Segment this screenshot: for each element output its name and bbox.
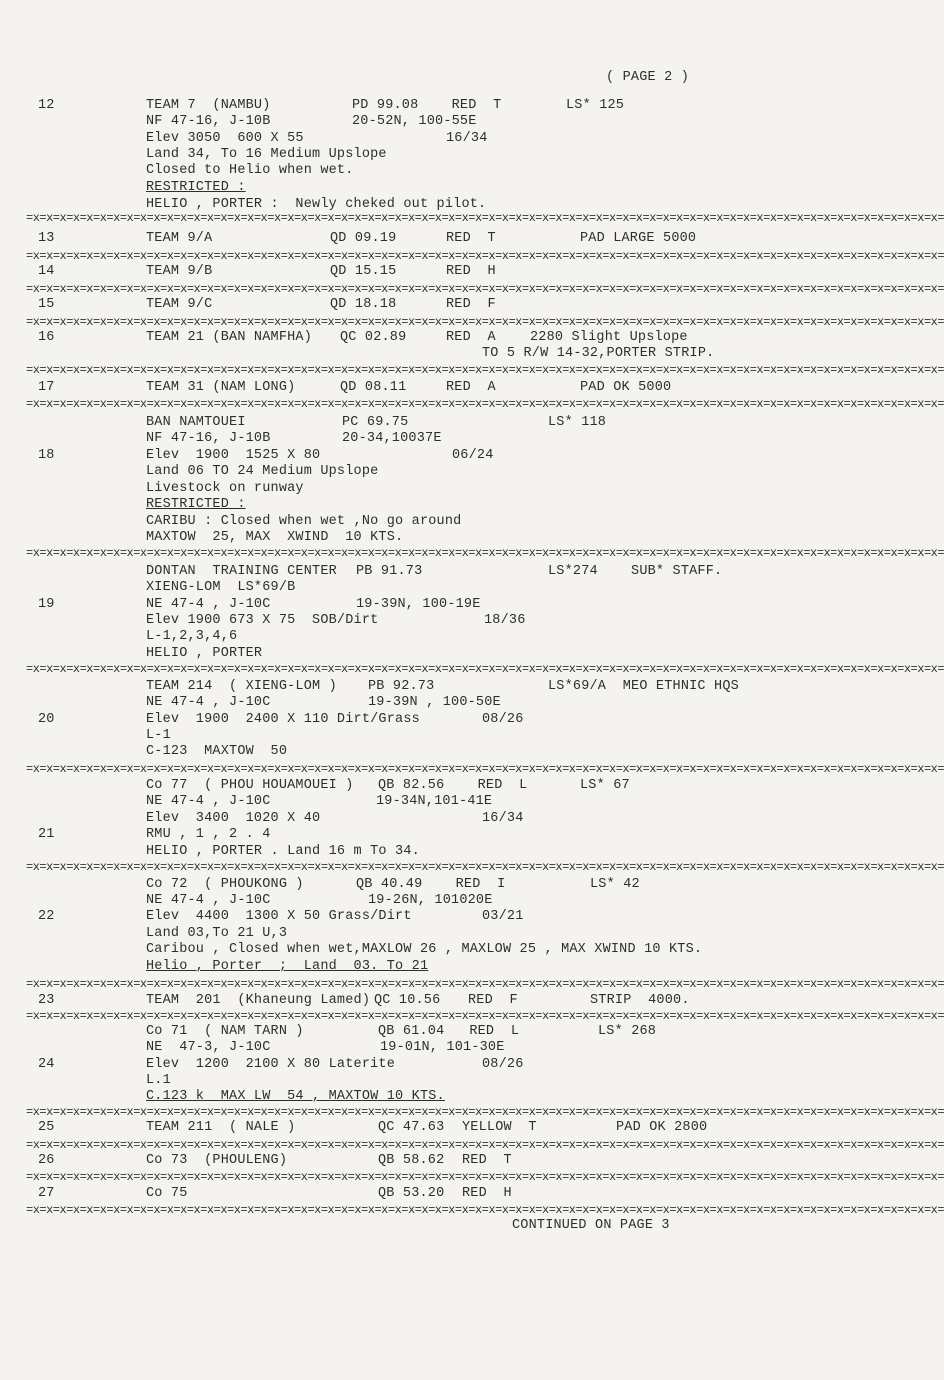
- entry-number: 14: [38, 264, 55, 279]
- entry-note: 2280 Slight Upslope: [530, 330, 688, 345]
- entry-runway: 08/26: [482, 1057, 524, 1072]
- continued-footer: CONTINUED ON PAGE 3: [512, 1218, 670, 1233]
- entry-status: YELLOW T: [462, 1120, 537, 1135]
- entry-coords: PB 91.73: [356, 564, 423, 579]
- entry-grid: QC 47.63: [378, 1120, 445, 1135]
- separator: =x=x=x=x=x=x=x=x=x=x=x=x=x=x=x=x=x=x=x=x=x=x=x=x=x=x=x=x=x=x=x=x=x=x=x=x=x=x=x=x=x=x=x=x=x=x=x=x=x=x=x=x=x=x=x=x=x=x=x=x=x=x=x=x=x=x=x=x=: [26, 363, 944, 377]
- entry-ls: LS* 125: [566, 98, 625, 113]
- entry-coords: 19-39N, 100-19E: [356, 597, 481, 612]
- entry-line: NE 47-3, J-10C: [146, 1040, 271, 1055]
- entry-line: HELIO , PORTER . Land 16 m To 34.: [146, 844, 420, 859]
- entry-number: 15: [38, 297, 55, 312]
- entry-line: BAN NAMTOUEI: [146, 415, 246, 430]
- entry-number: 23: [38, 993, 55, 1008]
- entry-coords: 19-39N , 100-50E: [368, 695, 501, 710]
- entry-name: TEAM 211 ( NALE ): [146, 1120, 296, 1135]
- entry-runway: 08/26: [482, 712, 524, 727]
- entry-number: 25: [38, 1120, 55, 1135]
- entry-line: TEAM 7 (NAMBU): [146, 98, 271, 113]
- entry-line: NE 47-4 , J-10C: [146, 893, 271, 908]
- entry-number: 16: [38, 330, 55, 345]
- entry-number: 19: [38, 597, 55, 612]
- entry-status: RED F: [468, 993, 518, 1008]
- entry-line: L.1: [146, 1073, 171, 1088]
- separator: =x=x=x=x=x=x=x=x=x=x=x=x=x=x=x=x=x=x=x=x=x=x=x=x=x=x=x=x=x=x=x=x=x=x=x=x=x=x=x=x=x=x=x=x=x=x=x=x=x=x=x=x=x=x=x=x=x=x=x=x=x=x=x=x=x=x=x=x=: [26, 249, 944, 263]
- separator: =x=x=x=x=x=x=x=x=x=x=x=x=x=x=x=x=x=x=x=x=x=x=x=x=x=x=x=x=x=x=x=x=x=x=x=x=x=x=x=x=x=x=x=x=x=x=x=x=x=x=x=x=x=x=x=x=x=x=x=x=x=x=x=x=x=x=x=x=: [26, 1105, 944, 1119]
- entry-line: Caribou , Closed when wet,MAXLOW 26 , MAXLOW 25 , MAX XWIND 10 KTS.: [146, 942, 703, 957]
- entry-number: 18: [38, 448, 55, 463]
- entry-line: Land 06 TO 24 Medium Upslope: [146, 464, 379, 479]
- entry-status: RED T: [462, 1153, 512, 1168]
- entry-line: Elev 3050 600 X 55: [146, 131, 304, 146]
- entry-name: TEAM 201 (Khaneung Lamed): [146, 993, 371, 1008]
- entry-grid: QD 09.19: [330, 231, 397, 246]
- entry-number: 22: [38, 909, 55, 924]
- entry-line: Elev 1900 2400 X 110 Dirt/Grass: [146, 712, 420, 727]
- entry-runway: 06/24: [452, 448, 494, 463]
- entry-line: Co 77 ( PHOU HOUAMOUEI ): [146, 778, 354, 793]
- entry-number: 20: [38, 712, 55, 727]
- entry-coords: 20-52N, 100-55E: [352, 114, 477, 129]
- entry-line: L-1: [146, 728, 171, 743]
- entry-name: TEAM 9/B: [146, 264, 213, 279]
- entry-ls: LS* 67: [580, 778, 630, 793]
- entry-coords: 19-01N, 101-30E: [380, 1040, 505, 1055]
- entry-line: NE 47-4 , J-10C: [146, 695, 271, 710]
- entry-coords: PC 69.75: [342, 415, 409, 430]
- entry-line: NF 47-16, J-10B: [146, 114, 271, 129]
- entry-note: PAD OK 5000: [580, 380, 672, 395]
- page-label: ( PAGE 2 ): [606, 70, 690, 85]
- restricted-label: RESTRICTED :: [146, 497, 246, 512]
- entry-line: Co 71 ( NAM TARN ): [146, 1024, 304, 1039]
- entry-coords: PD 99.08 RED T: [352, 98, 502, 113]
- entry-runway: 03/21: [482, 909, 524, 924]
- entry-grid: QB 53.20: [378, 1186, 445, 1201]
- entry-line: TEAM 214 ( XIENG-LOM ): [146, 679, 337, 694]
- entry-name: TEAM 31 (NAM LONG): [146, 380, 296, 395]
- entry-coords: PB 92.73: [368, 679, 435, 694]
- entry-note: TO 5 R/W 14-32,PORTER STRIP.: [482, 346, 715, 361]
- entry-line: Elev 4400 1300 X 50 Grass/Dirt: [146, 909, 412, 924]
- separator: =x=x=x=x=x=x=x=x=x=x=x=x=x=x=x=x=x=x=x=x=x=x=x=x=x=x=x=x=x=x=x=x=x=x=x=x=x=x=x=x=x=x=x=x=x=x=x=x=x=x=x=x=x=x=x=x=x=x=x=x=x=x=x=x=x=x=x=x=: [26, 1203, 944, 1217]
- entry-number: 26: [38, 1153, 55, 1168]
- entry-ls: LS* 118: [548, 415, 607, 430]
- entry-grid: QC 02.89: [340, 330, 407, 345]
- entry-runway: 18/36: [484, 613, 526, 628]
- entry-coords: 20-34,10037E: [342, 431, 442, 446]
- entry-ls: LS* 42: [590, 877, 640, 892]
- entry-note: PAD LARGE 5000: [580, 231, 697, 246]
- entry-grid: QD 08.11: [340, 380, 407, 395]
- entry-coords: QB 40.49 RED I: [356, 877, 506, 892]
- entry-number: 17: [38, 380, 55, 395]
- entry-status: RED H: [446, 264, 496, 279]
- entry-line: NE 47-4 , J-10C: [146, 597, 271, 612]
- entry-line: Elev 1900 1525 X 80: [146, 448, 321, 463]
- entry-coords: QB 61.04 RED L: [378, 1024, 520, 1039]
- entry-line: MAXTOW 25, MAX XWIND 10 KTS.: [146, 530, 404, 545]
- entry-ls: LS*69/A MEO ETHNIC HQS: [548, 679, 739, 694]
- separator: =x=x=x=x=x=x=x=x=x=x=x=x=x=x=x=x=x=x=x=x=x=x=x=x=x=x=x=x=x=x=x=x=x=x=x=x=x=x=x=x=x=x=x=x=x=x=x=x=x=x=x=x=x=x=x=x=x=x=x=x=x=x=x=x=x=x=x=x=: [26, 1009, 944, 1023]
- entry-runway: 16/34: [482, 811, 524, 826]
- entry-status: RED F: [446, 297, 496, 312]
- entry-ls: LS*274 SUB* STAFF.: [548, 564, 723, 579]
- separator: =x=x=x=x=x=x=x=x=x=x=x=x=x=x=x=x=x=x=x=x=x=x=x=x=x=x=x=x=x=x=x=x=x=x=x=x=x=x=x=x=x=x=x=x=x=x=x=x=x=x=x=x=x=x=x=x=x=x=x=x=x=x=x=x=x=x=x=x=: [26, 860, 944, 874]
- entry-ls: LS* 268: [598, 1024, 657, 1039]
- entry-grid: QB 58.62: [378, 1153, 445, 1168]
- separator: =x=x=x=x=x=x=x=x=x=x=x=x=x=x=x=x=x=x=x=x=x=x=x=x=x=x=x=x=x=x=x=x=x=x=x=x=x=x=x=x=x=x=x=x=x=x=x=x=x=x=x=x=x=x=x=x=x=x=x=x=x=x=x=x=x=x=x=x=: [26, 762, 944, 776]
- separator: =x=x=x=x=x=x=x=x=x=x=x=x=x=x=x=x=x=x=x=x=x=x=x=x=x=x=x=x=x=x=x=x=x=x=x=x=x=x=x=x=x=x=x=x=x=x=x=x=x=x=x=x=x=x=x=x=x=x=x=x=x=x=x=x=x=x=x=x=: [26, 315, 944, 329]
- entry-note: PAD OK 2800: [616, 1120, 708, 1135]
- entry-name: TEAM 9/C: [146, 297, 213, 312]
- entry-line: Livestock on runway: [146, 481, 304, 496]
- entry-number: 13: [38, 231, 55, 246]
- separator: =x=x=x=x=x=x=x=x=x=x=x=x=x=x=x=x=x=x=x=x=x=x=x=x=x=x=x=x=x=x=x=x=x=x=x=x=x=x=x=x=x=x=x=x=x=x=x=x=x=x=x=x=x=x=x=x=x=x=x=x=x=x=x=x=x=x=x=x=: [26, 1170, 944, 1184]
- entry-line: HELIO , PORTER : Newly cheked out pilot.: [146, 197, 487, 212]
- entry-number: 27: [38, 1186, 55, 1201]
- entry-name: Co 73 (PHOULENG): [146, 1153, 288, 1168]
- entry-line: Elev 1900 673 X 75 SOB/Dirt: [146, 613, 379, 628]
- entry-line: HELIO , PORTER: [146, 646, 263, 661]
- entry-name: Co 75: [146, 1186, 188, 1201]
- entry-line: NF 47-16, J-10B: [146, 431, 271, 446]
- entry-line: C.123 k MAX LW 54 , MAXTOW 10 KTS.: [146, 1089, 445, 1104]
- separator: =x=x=x=x=x=x=x=x=x=x=x=x=x=x=x=x=x=x=x=x=x=x=x=x=x=x=x=x=x=x=x=x=x=x=x=x=x=x=x=x=x=x=x=x=x=x=x=x=x=x=x=x=x=x=x=x=x=x=x=x=x=x=x=x=x=x=x=x=: [26, 1138, 944, 1152]
- entry-line: Co 72 ( PHOUKONG ): [146, 877, 304, 892]
- entry-line: DONTAN TRAINING CENTER: [146, 564, 337, 579]
- entry-line: C-123 MAXTOW 50: [146, 744, 288, 759]
- separator: =x=x=x=x=x=x=x=x=x=x=x=x=x=x=x=x=x=x=x=x=x=x=x=x=x=x=x=x=x=x=x=x=x=x=x=x=x=x=x=x=x=x=x=x=x=x=x=x=x=x=x=x=x=x=x=x=x=x=x=x=x=x=x=x=x=x=x=x=: [26, 662, 944, 676]
- entry-line: L-1,2,3,4,6: [146, 629, 238, 644]
- entry-coords: QB 82.56 RED L: [378, 778, 528, 793]
- entry-status: RED A: [446, 330, 496, 345]
- entry-grid: QC 10.56: [374, 993, 441, 1008]
- entry-line: Land 34, To 16 Medium Upslope: [146, 147, 387, 162]
- entry-grid: QD 15.15: [330, 264, 397, 279]
- separator: =x=x=x=x=x=x=x=x=x=x=x=x=x=x=x=x=x=x=x=x=x=x=x=x=x=x=x=x=x=x=x=x=x=x=x=x=x=x=x=x=x=x=x=x=x=x=x=x=x=x=x=x=x=x=x=x=x=x=x=x=x=x=x=x=x=x=x=x=: [26, 546, 944, 560]
- entry-status: RED H: [462, 1186, 512, 1201]
- entry-number: 24: [38, 1057, 55, 1072]
- restricted-label: RESTRICTED :: [146, 180, 246, 195]
- entry-line: RMU , 1 , 2 . 4: [146, 827, 271, 842]
- entry-grid: QD 18.18: [330, 297, 397, 312]
- entry-line: NE 47-4 , J-10C: [146, 794, 271, 809]
- entry-number: 21: [38, 827, 55, 842]
- entry-runway: 16/34: [446, 131, 488, 146]
- separator: =x=x=x=x=x=x=x=x=x=x=x=x=x=x=x=x=x=x=x=x=x=x=x=x=x=x=x=x=x=x=x=x=x=x=x=x=x=x=x=x=x=x=x=x=x=x=x=x=x=x=x=x=x=x=x=x=x=x=x=x=x=x=x=x=x=x=x=x=: [26, 977, 944, 991]
- entry-status: RED A: [446, 380, 496, 395]
- entry-line: XIENG-LOM LS*69/B: [146, 580, 296, 595]
- entry-name: TEAM 9/A: [146, 231, 213, 246]
- entry-name: TEAM 21 (BAN NAMFHA): [146, 330, 313, 345]
- entry-line: Helio , Porter ; Land 03. To 21: [146, 959, 429, 974]
- separator: =x=x=x=x=x=x=x=x=x=x=x=x=x=x=x=x=x=x=x=x=x=x=x=x=x=x=x=x=x=x=x=x=x=x=x=x=x=x=x=x=x=x=x=x=x=x=x=x=x=x=x=x=x=x=x=x=x=x=x=x=x=x=x=x=x=x=x=x=: [26, 282, 944, 296]
- entry-line: Elev 3400 1020 X 40: [146, 811, 321, 826]
- entry-line: CARIBU : Closed when wet ,No go around: [146, 514, 462, 529]
- separator: =x=x=x=x=x=x=x=x=x=x=x=x=x=x=x=x=x=x=x=x=x=x=x=x=x=x=x=x=x=x=x=x=x=x=x=x=x=x=x=x=x=x=x=x=x=x=x=x=x=x=x=x=x=x=x=x=x=x=x=x=x=x=x=x=x=x=x=x=: [26, 211, 944, 225]
- separator: =x=x=x=x=x=x=x=x=x=x=x=x=x=x=x=x=x=x=x=x=x=x=x=x=x=x=x=x=x=x=x=x=x=x=x=x=x=x=x=x=x=x=x=x=x=x=x=x=x=x=x=x=x=x=x=x=x=x=x=x=x=x=x=x=x=x=x=x=: [26, 397, 944, 411]
- entry-line: Closed to Helio when wet.: [146, 163, 354, 178]
- entry-coords: 19-26N, 101020E: [368, 893, 493, 908]
- entry-coords: 19-34N,101-41E: [376, 794, 493, 809]
- entry-line: Elev 1200 2100 X 80 Laterite: [146, 1057, 396, 1072]
- entry-status: RED T: [446, 231, 496, 246]
- entry-note: STRIP 4000.: [590, 993, 690, 1008]
- entry-line: Land 03,To 21 U,3: [146, 926, 288, 941]
- entry-number: 12: [38, 98, 55, 113]
